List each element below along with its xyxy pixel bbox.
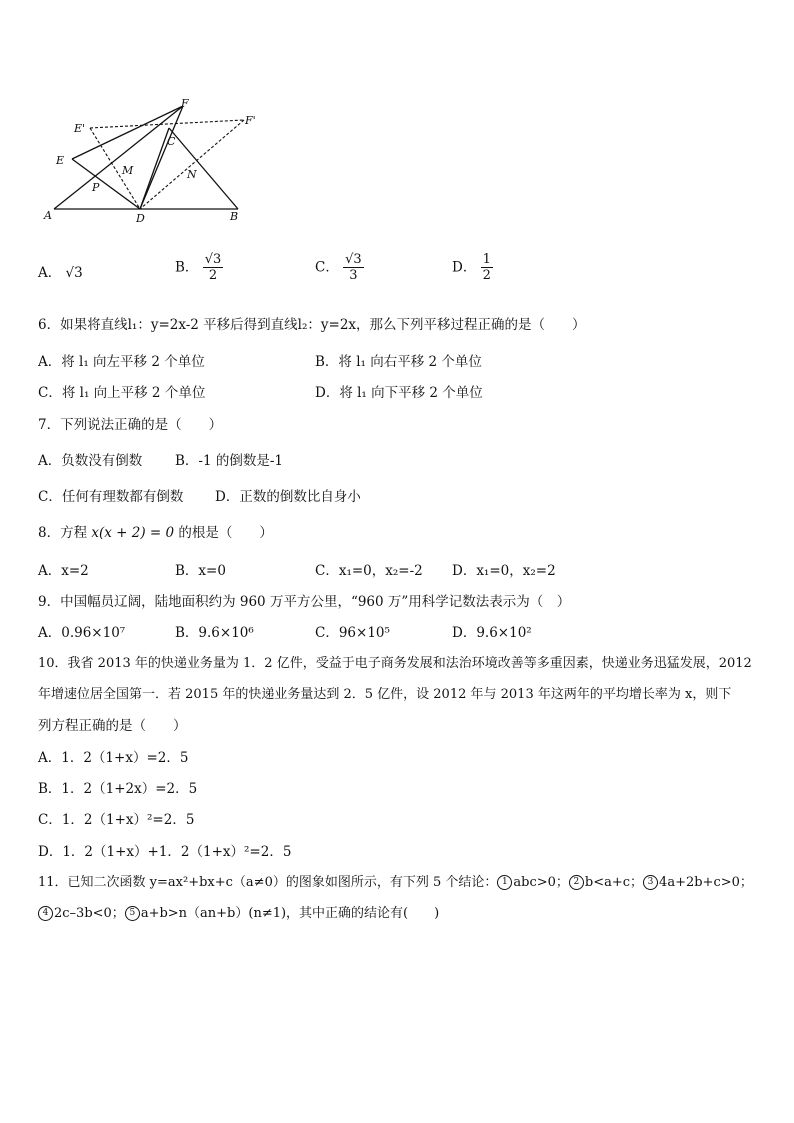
geometry-figure xyxy=(38,98,268,226)
label-Fprime: F' xyxy=(245,114,256,127)
q9-option-d[interactable]: D．9.6×10² xyxy=(452,625,532,641)
q9-option-a[interactable]: A．0.96×10⁷ xyxy=(38,625,126,641)
label-M: M xyxy=(122,164,134,177)
segment-FD xyxy=(140,106,183,209)
fraction: $\frac{√3}{3}$ xyxy=(345,252,362,283)
q7-option-b[interactable]: B．-1 的倒数是-1 xyxy=(175,453,284,469)
sqrt-3: √3 xyxy=(65,265,83,281)
circled-number-3: 3 xyxy=(643,875,658,890)
label-F: F xyxy=(181,98,189,110)
q10-stem-line2: 年增速位居全国第一．若 2015 年的快递业务量达到 2．5 亿件，设 2012 年与 2013 年这两年的平均增长率为 x，则下 xyxy=(38,687,732,702)
q10-option-d[interactable]: D．1．2（1+x）+1．2（1+x）²=2．5 xyxy=(38,844,292,860)
q10-option-b[interactable]: B．1．2（1+2x）=2．5 xyxy=(38,781,198,797)
q8-equation: x(x + 2) = 0 xyxy=(91,525,175,541)
label-N: N xyxy=(187,168,197,181)
label-E: E xyxy=(56,154,65,167)
q8-option-d[interactable]: D．x₁=0，x₂=2 xyxy=(452,563,556,579)
q9-stem: 9．中国幅员辽阔，陆地面积约为 960 万平方公里，“960 万”用科学记数法表示为（ ） xyxy=(38,594,571,610)
q8-option-b[interactable]: B．x=0 xyxy=(175,563,226,579)
q6-option-a[interactable]: A．将 l₁ 向左平移 2 个单位 xyxy=(38,354,205,370)
fraction: $\frac{√3}{2}$ xyxy=(204,252,222,283)
q10-option-c[interactable]: C．1．2（1+x）²=2．5 xyxy=(38,812,195,828)
label-P: P xyxy=(92,181,100,194)
q7-stem: 7．下列说法正确的是（ ） xyxy=(38,417,223,433)
circled-number-1: 1 xyxy=(497,875,512,890)
q11-stem-line1: 11．已知二次函数 y=ax²+bx+c（a≠0）的图象如图所示，有下列 5 个结论： 1 abc>0； 2 b<a+c； 3 4a+2b+c>0； xyxy=(38,875,753,890)
q8-option-c[interactable]: C．x₁=0，x₂=-2 xyxy=(315,563,423,579)
q6-option-c[interactable]: C．将 l₁ 向上平移 2 个单位 xyxy=(38,385,206,401)
q7-option-c[interactable]: C．任何有理数都有倒数 xyxy=(38,489,184,505)
label-B: B xyxy=(230,210,239,223)
q6-stem: 6．如果将直线l₁：y=2x-2 平移后得到直线l₂：y=2x，那么下列平移过程正确的是（ ） xyxy=(38,317,586,333)
segment-CB xyxy=(169,128,238,209)
q5-option-b[interactable]: B． $\frac{√3}{2}$ xyxy=(175,252,222,283)
circled-number-4: 4 xyxy=(38,906,53,921)
q10-stem-line1: 10．我省 2013 年的快递业务量为 1．2 亿件，受益于电子商务发展和法治环境改善等多重因素，快递业务迅猛发展，2012 xyxy=(38,656,752,671)
segment-EprimeFprime xyxy=(90,120,244,128)
label-A: A xyxy=(44,209,52,222)
q5-option-d[interactable]: D． $\frac{1}{2}$ xyxy=(452,252,491,283)
label-Eprime: E' xyxy=(74,122,86,135)
triangle-figure-svg xyxy=(38,98,268,226)
q10-stem-line3: 列方程正确的是（ ） xyxy=(38,718,187,734)
q5-option-a[interactable]: A． √3 xyxy=(38,265,83,281)
circled-number-5: 5 xyxy=(125,906,140,921)
q5-option-c[interactable]: C． $\frac{√3}{3}$ xyxy=(315,252,362,283)
q9-option-c[interactable]: C．96×10⁵ xyxy=(315,625,390,641)
q6-option-d[interactable]: D．将 l₁ 向下平移 2 个单位 xyxy=(315,385,483,401)
q8-option-a[interactable]: A．x=2 xyxy=(38,563,89,579)
q7-option-d[interactable]: D．正数的倒数比自身小 xyxy=(215,489,361,505)
circled-number-2: 2 xyxy=(569,875,584,890)
q9-option-b[interactable]: B．9.6×10⁶ xyxy=(175,625,254,641)
fraction: $\frac{1}{2}$ xyxy=(482,252,491,283)
label-D: D xyxy=(136,212,145,225)
q10-option-a[interactable]: A．1．2（1+x）=2．5 xyxy=(38,750,189,766)
q11-stem-line2: 4 2c–3b<0； 5 a+b>n（an+b）(n≠1)，其中正确的结论有( ) xyxy=(38,905,439,923)
q7-option-a[interactable]: A．负数没有倒数 xyxy=(38,453,143,469)
q8-stem: 8．方程 x(x + 2) = 0 的根是（ ） xyxy=(38,525,273,541)
q6-option-b[interactable]: B．将 l₁ 向右平移 2 个单位 xyxy=(315,354,482,370)
label-C: C xyxy=(167,135,176,148)
